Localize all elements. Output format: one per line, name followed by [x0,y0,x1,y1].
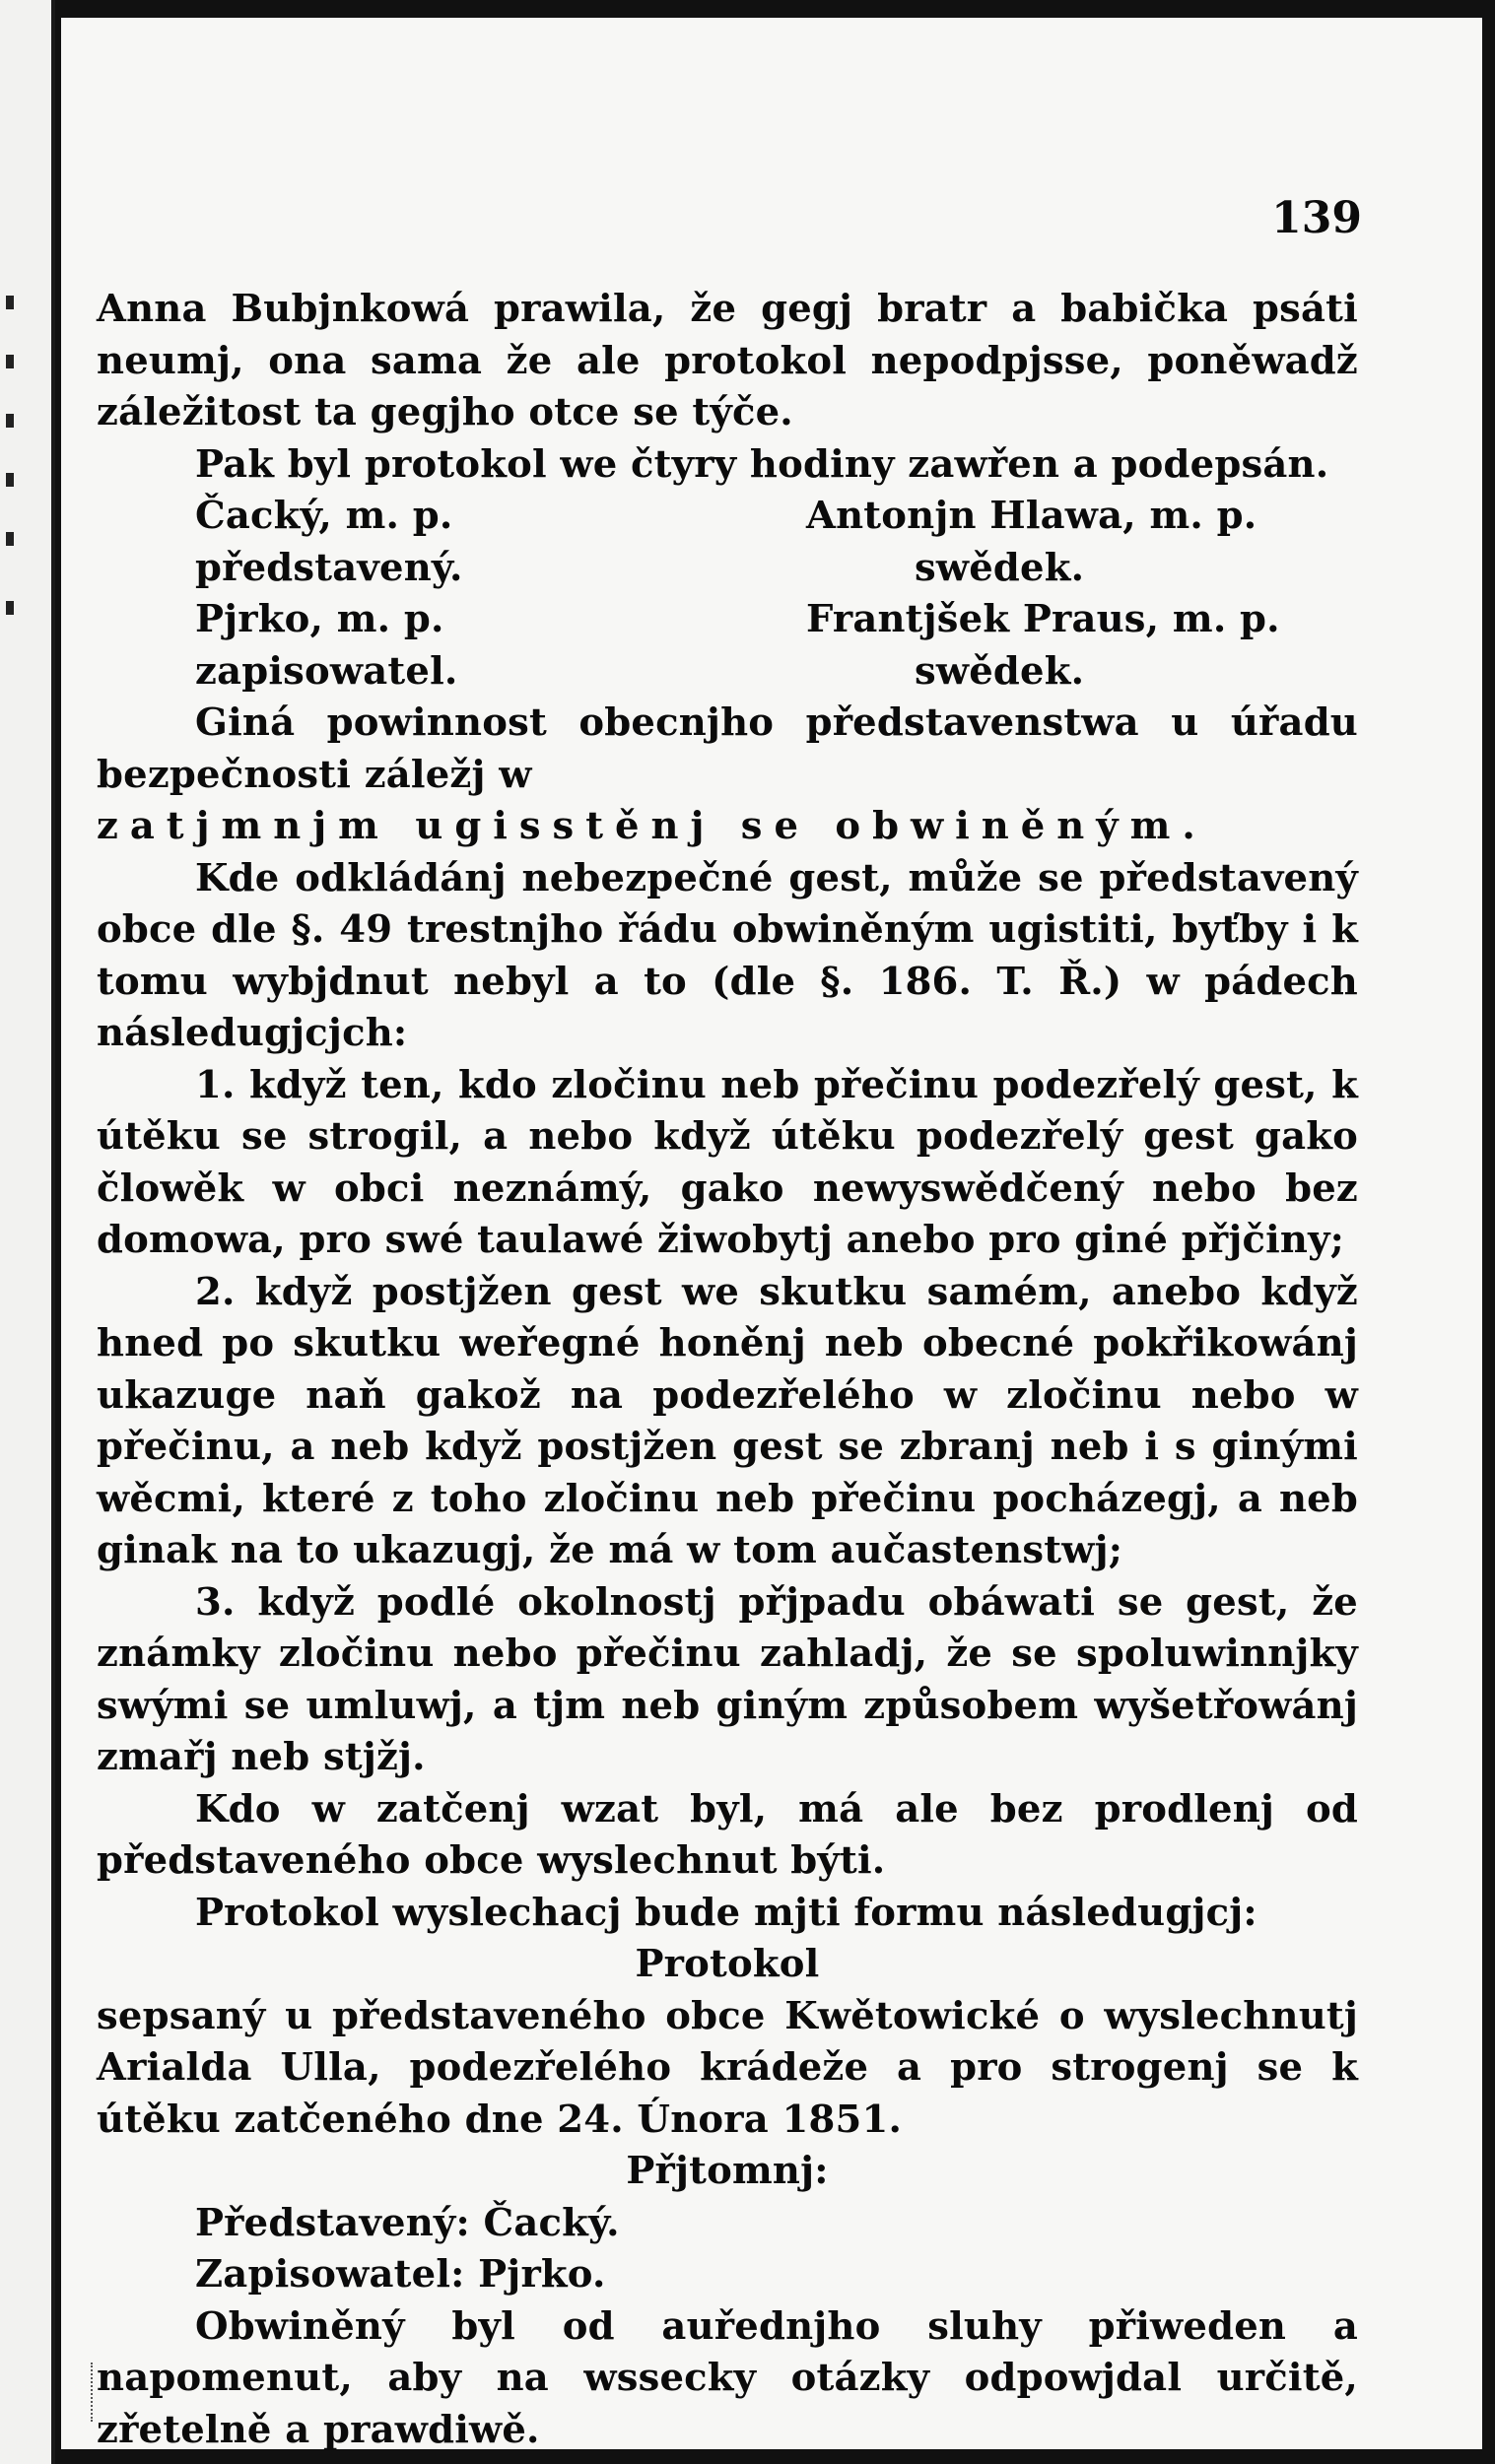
signature-row [97,491,1358,543]
signature-role: swědek. [915,545,1085,590]
edge-mark [6,296,14,309]
paragraph: Pak byl protokol we čtyry hodiny zawřen a podepsán. [195,441,1329,487]
adjacent-page-edge [0,0,55,2464]
present-entry: Zapisowatel: Pjrko. [195,2252,606,2297]
paragraph: 1. když ten, kdo zločinu neb přečinu podezřelý gest, k útěku se strogil, a nebo když útěku podezřelý gest gako člowěk w obci neznámý, gako newyswědčený nebo bez domowa, pro swé taulawé žiwobytj anebo pro giné přjčiny; [97,1062,1358,1262]
edge-mark [6,473,14,487]
signature-row [97,594,1358,646]
signature-role-row [97,543,1358,595]
signature-role: swědek. [915,648,1085,694]
edge-mark [6,355,14,368]
page-speck [91,2363,99,2422]
paragraph: 2. když postjžen gest we skutku samém, anebo když hned po skutku weřegné honěnj neb obecné pokřikowánj ukazuge naň gakož na podezřelého w zločinu nebo w přečinu, a neb když postjžen gest se zbranj neb i s ginými wěcmi, které z toho zločinu neb přečinu pocházegj, a neb ginak na to ukazugj, že má w tom aučastenstwj; [97,1269,1358,1572]
paragraph: sepsaný u představeného obce Kwětowické o wyslechnutj Arialda Ulla, podezřelého krádeže a pro strogenj se k útěku zatčeného dne 24. Února 1851. [97,1993,1358,2142]
signature-role-row [97,646,1358,699]
paragraph: Giná powinnost obecnjho představenstwa u úřadu bezpečnosti záležj w [97,700,1358,797]
signature-role: zapisowatel. [195,648,458,694]
section-heading: zatjmnjm ugisstěnj se obwiněným. [97,804,1207,848]
paragraph: Anna Bubjnkowá prawila, že gegj bratr a babička psáti neumj, ona sama že ale protokol nepodpjsse, poněwadž záležitost ta gegjho otce se týče. [97,287,1358,434]
page-number: 139 [1271,193,1362,243]
paragraph: Kdo w zatčenj wzat byl, má ale bez prodlenj od představeného obce wyslechnut býti. [97,1786,1358,1883]
paragraph: Kde odkládánj nebezpečné gest, může se představený obce dle §. 49 trestnjho řádu obwiněným ugistiti, byťby i k tomu wybjdnut nebyl a to (dle §. 186. T. Ř.) w pádech následugjcjch: [97,855,1358,1055]
edge-mark [6,532,14,546]
signature-name: Čacký, m. p. [195,494,453,538]
protocol-title: Protokol [635,1942,820,1986]
paragraph: 3. když podlé okolnostj přjpadu obáwati se gest, že známky zločinu nebo přečinu zahladj, že se spoluwinnjky swými se umluwj, a tjm neb giným způsobem wyšetřowánj zmařj neb stjžj. [97,1579,1358,1779]
present-entry: Představený: Čacký. [195,2200,620,2245]
book-page [61,18,1482,2452]
signature-name: Pjrko, m. p. [195,597,444,641]
signature-role: představený. [195,545,463,590]
present-title: Přjtomnj: [626,2149,829,2193]
edge-mark [6,414,14,428]
signature-name: Frantjšek Praus, m. p. [806,597,1280,641]
edge-mark [6,601,14,615]
page-body [97,284,1358,2456]
paragraph: Obwiněný byl od auřednjho sluhy přiweden a napomenut, aby na wssecky otázky odpowjdal určitě, zřetelně a prawdiwě. [97,2303,1358,2452]
paragraph: Protokol wyslechacj bude mjti formu následugjcj: [195,1890,1257,1935]
signature-name: Antonjn Hlawa, m. p. [806,494,1257,538]
